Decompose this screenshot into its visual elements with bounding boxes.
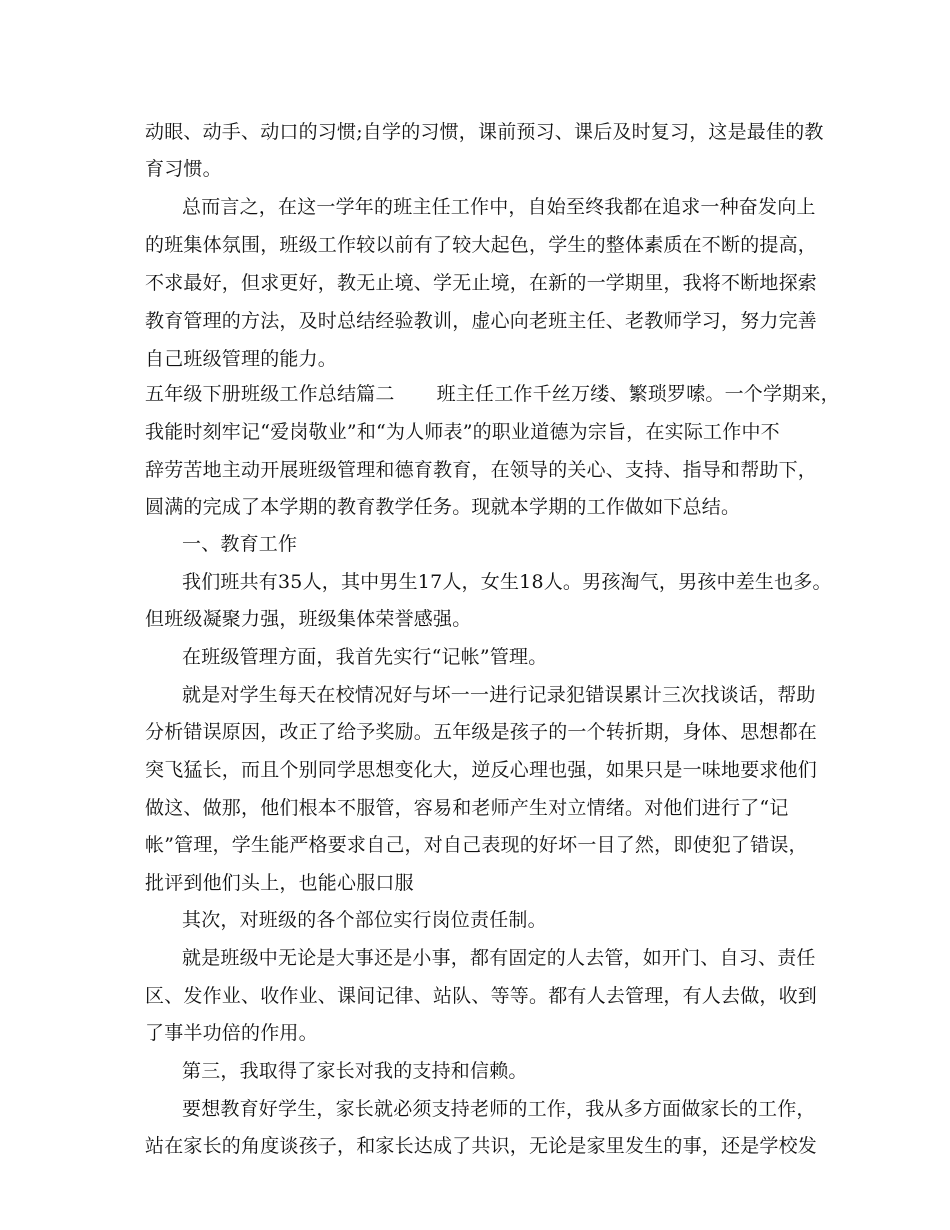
text-line: 圆满的完成了本学期的教育教学任务。现就本学期的工作做如下总结。 bbox=[145, 496, 741, 518]
text-line: 辞劳苦地主动开展班级管理和德育教育，在领导的关心、支持、指导和帮助下， bbox=[145, 459, 818, 481]
text-line: 育习惯。 bbox=[145, 158, 222, 180]
text-line: 的班集体氛围，班级工作较以前有了较大起色，学生的整体素质在不断的提高， bbox=[145, 234, 818, 256]
paragraph-line: 我们班共有35人，其中男生17人，女生18人。男孩淘气，男孩中差生也多。 bbox=[182, 571, 832, 593]
section-lead-text: 班主任工作千丝万缕、繁琐罗嗦。一个学期来， bbox=[436, 383, 840, 405]
text-line: 但班级凝聚力强，班级集体荣誉感强。 bbox=[145, 608, 472, 630]
subheading-line: 一、教育工作 bbox=[182, 533, 298, 555]
text-line: 不求最好，但求更好，教无止境、学无止境，在新的一学期里，我将不断地探索 bbox=[145, 272, 818, 294]
text-line: 了事半功倍的作用。 bbox=[145, 1022, 318, 1044]
text-line: 分析错误原因，改正了给予奖励。五年级是孩子的一个转折期，身体、思想都在 bbox=[145, 721, 818, 743]
text-line: 教育管理的方法，及时总结经验教训，虚心向老班主任、老教师学习，努力完善 bbox=[145, 310, 818, 332]
section-heading-line bbox=[145, 382, 840, 406]
paragraph-line: 在班级管理方面，我首先实行“记帐”管理。 bbox=[182, 646, 548, 668]
section-title: 五年级下册班级工作总结篇二 bbox=[145, 383, 395, 405]
text-line: 站在家长的角度谈孩子，和家长达成了共识，无论是家里发生的事，还是学校发 bbox=[145, 1135, 818, 1157]
text-line: 突飞猛长，而且个别同学思想变化大，逆反心理也强，如果只是一味地要求他们 bbox=[145, 759, 818, 781]
text-line: 做这、做那，他们根本不服管，容易和老师产生对立情绪。对他们进行了“记 bbox=[145, 797, 789, 819]
text-line: 区、发作业、收作业、课间记律、站队、等等。都有人去管理，有人去做，收到 bbox=[145, 985, 818, 1007]
text-line: 动眼、动手、动口的习惯;自学的习惯，课前预习、课后及时复习，这是最佳的教 bbox=[145, 121, 824, 143]
text-line: 自己班级管理的能力。 bbox=[145, 348, 338, 370]
paragraph-line: 总而言之，在这一学年的班主任工作中，自始至终我都在追求一种奋发向上 bbox=[182, 196, 816, 218]
paragraph-line: 就是班级中无论是大事还是小事，都有固定的人去管，如开门、自习、责任 bbox=[182, 947, 816, 969]
paragraph-line: 要想教育好学生，家长就必须支持老师的工作，我从多方面做家长的工作， bbox=[182, 1098, 816, 1120]
paragraph-line: 第三，我取得了家长对我的支持和信赖。 bbox=[182, 1060, 528, 1082]
text-line: 帐”管理，学生能严格要求自己，对自己表现的好坏一目了然，即使犯了错误， bbox=[145, 834, 808, 856]
text-line: 批评到他们头上，也能心服口服 bbox=[145, 872, 414, 894]
paragraph-line: 就是对学生每天在校情况好与坏一一进行记录犯错误累计三次找谈话，帮助 bbox=[182, 684, 816, 706]
text-line: 我能时刻牢记“爱岗敬业”和“为人师表”的职业道德为宗旨，在实际工作中不 bbox=[145, 421, 780, 443]
paragraph-line: 其次，对班级的各个部位实行岗位责任制。 bbox=[182, 909, 547, 931]
